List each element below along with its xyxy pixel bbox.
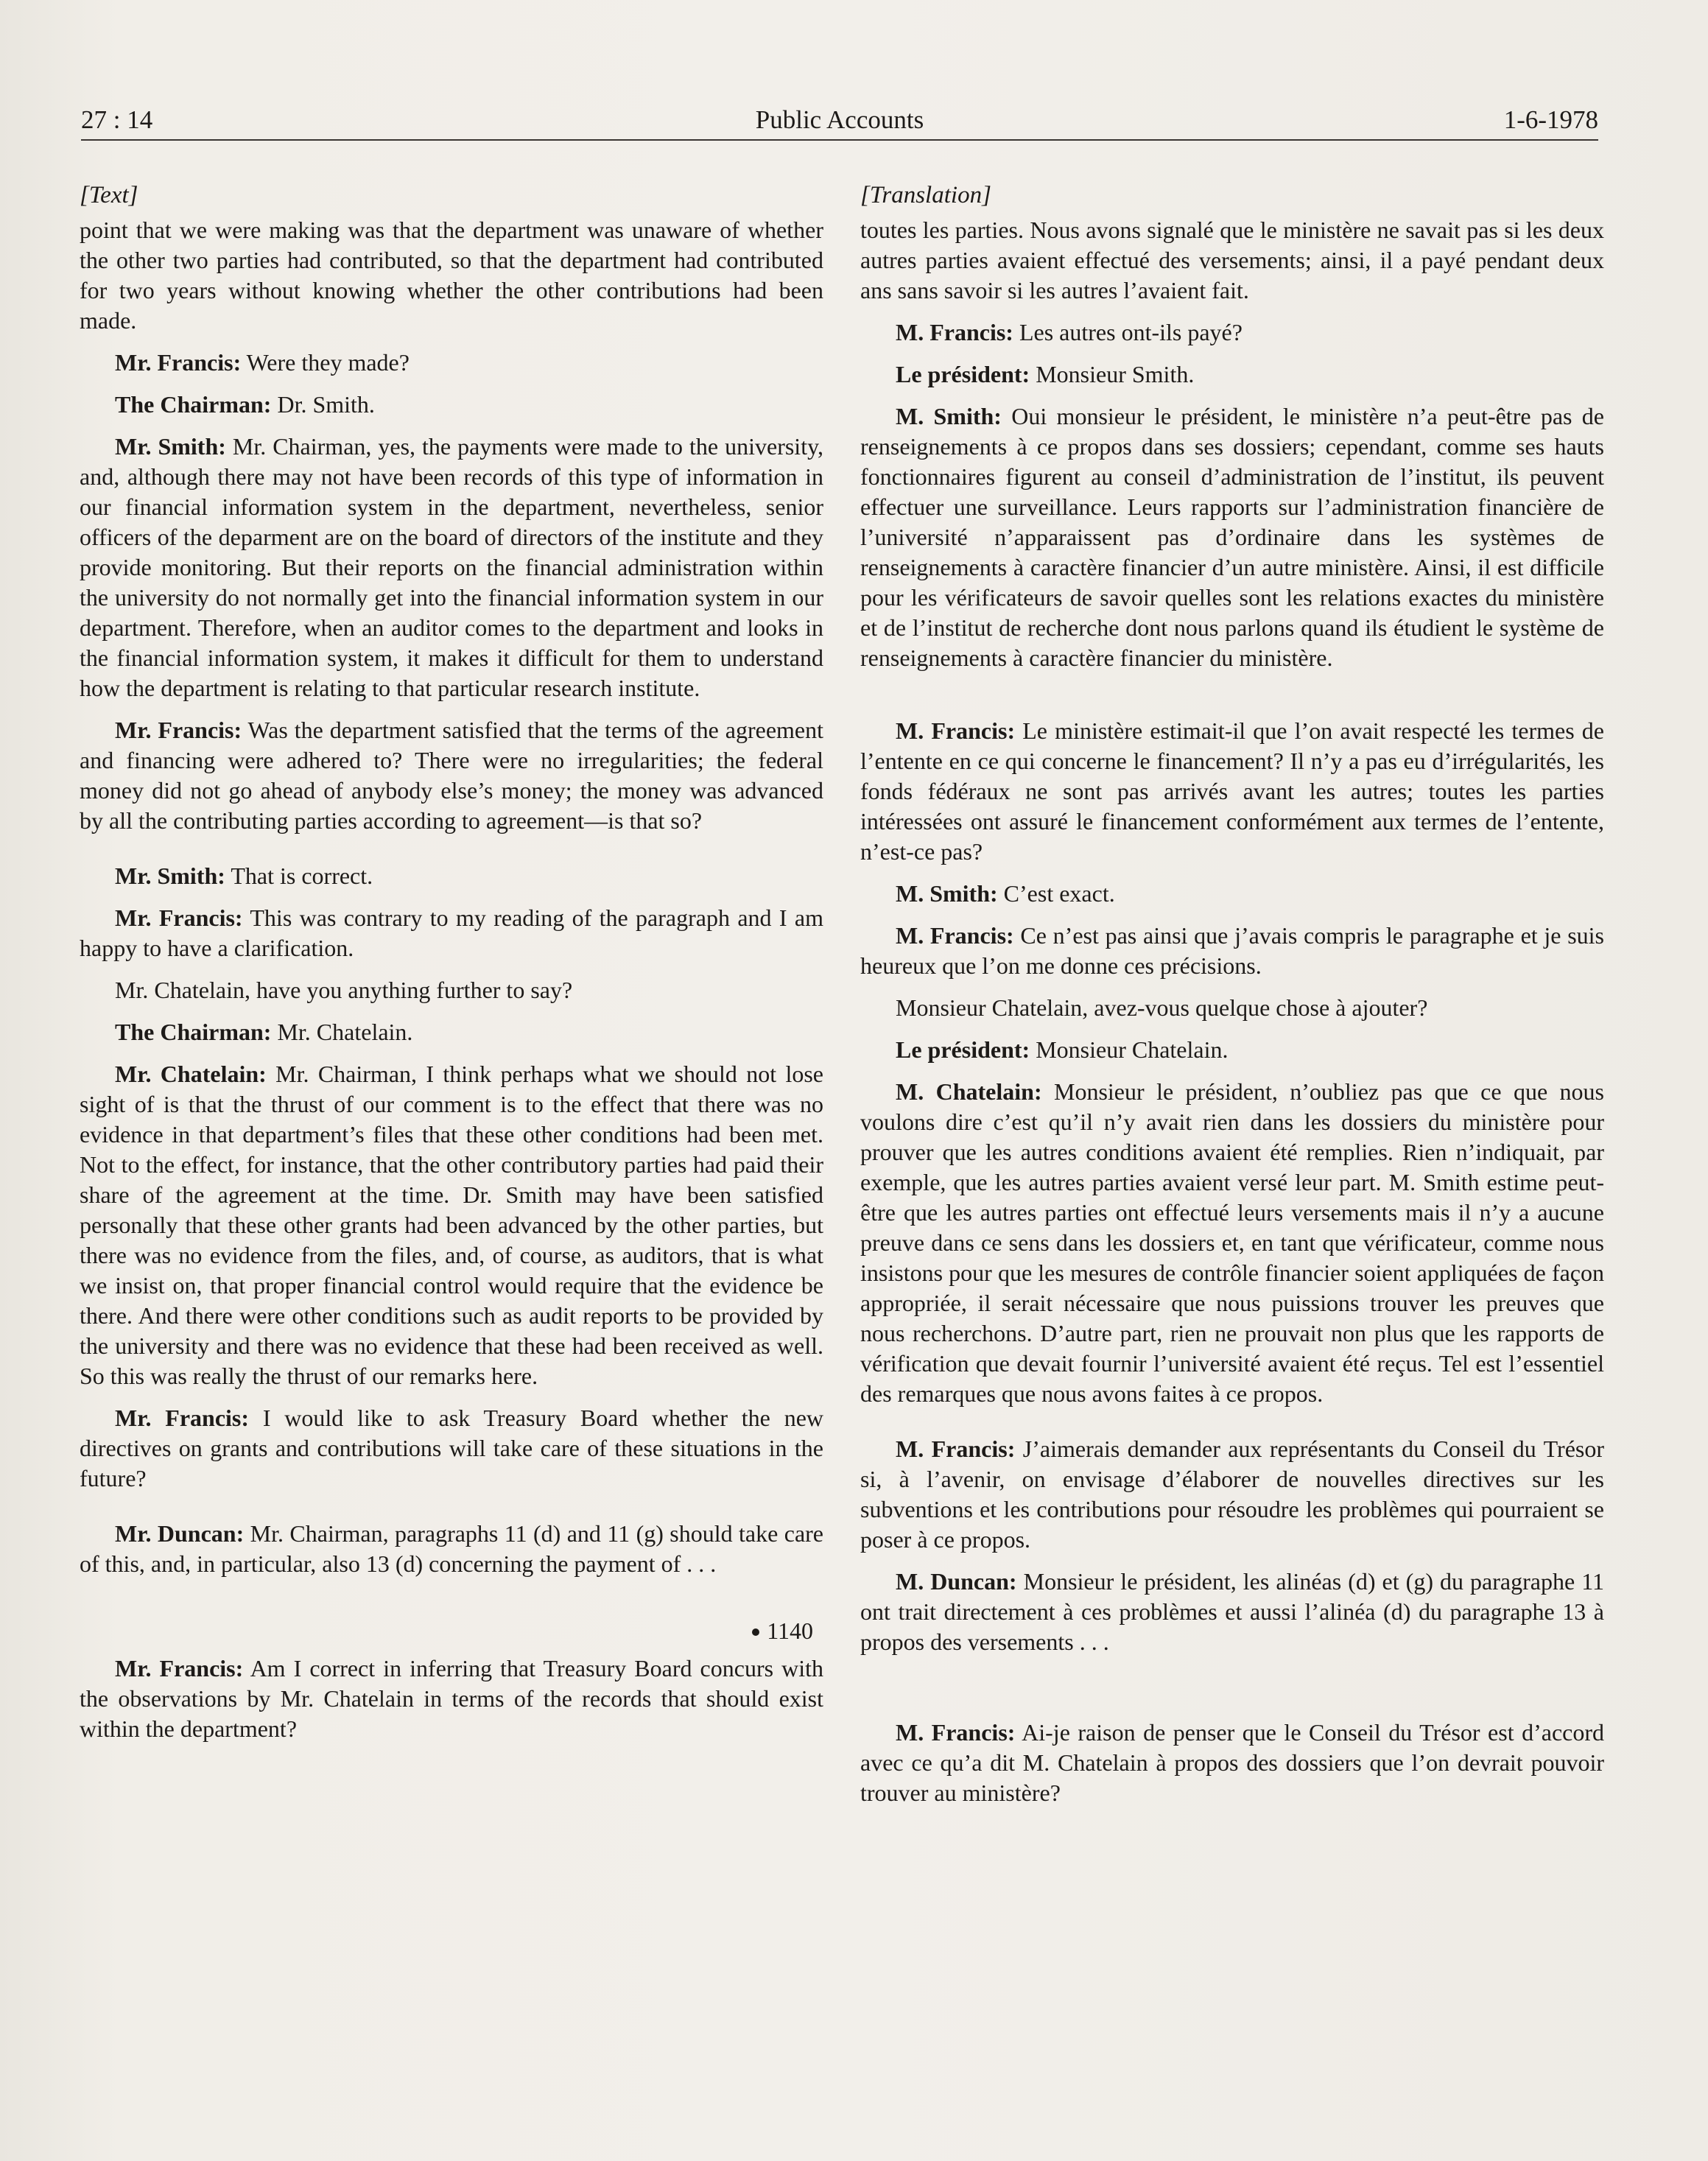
speech-smith-1 xyxy=(860,401,1604,673)
speech-chairman-1 xyxy=(80,390,823,420)
speech-smith-2 xyxy=(860,879,1604,909)
speech-chairman-2 xyxy=(860,1035,1604,1065)
speech-text: Am I correct in inferring that Treasury Board concurs with the observations by Mr. Chatelain in terms of the records that should exist within the department? xyxy=(80,1655,824,1742)
speaker-name: Mr. Duncan: xyxy=(115,1520,245,1547)
speech-text: Oui monsieur le président, le ministère n’a peut-être pas de renseignements à ce propos dans ses dossiers; cependant, comme ses hauts fonctionnaires figurent au conseil d’administration de l’institut, ils peuvent effectuer une surveillance. Leurs rapports sur l’administration financière de l’université n’apparaissent pas d’ordinaire dans les systèmes de renseignements à caractère financier d’un autre ministère. Ainsi, il est difficile pour les vérificateurs de savoir quelles sont les relations exactes du ministère et de l’institut de recherche dont nous parlons quand ils étudient le système de renseignements à caractère financier du ministère. xyxy=(860,403,1604,671)
speaker-name: M. Chatelain: xyxy=(896,1078,1042,1105)
speaker-name: M. Francis: xyxy=(896,717,1016,744)
speech-text: Was the department satisfied that the terms of the agreement and financing were adhered to? There were no irregularities; the federal money did not go ahead of anybody else’s money; the money was advanced by all the contributing parties according to agreement—is that so? xyxy=(80,717,824,834)
speech-duncan-1 xyxy=(80,1519,823,1579)
speaker-name: Mr. Smith: xyxy=(115,433,226,460)
intro-paragraph: toutes les parties. Nous avons signalé que le ministère ne savait pas si les deux autres parties avaient effectué des versements; ainsi, il a payé pendant deux ans sans savoir si les autres l’avaient fait. xyxy=(860,217,1604,303)
speech-text: J’aimerais demander aux représentants du Conseil du Trésor si, à l’avenir, on envisage d’élaborer de nouvelles directives sur les subventions et les contributions pour résoudre les problèmes qui pourraient se poser à ce propos. xyxy=(860,1436,1605,1553)
speaker-name: Le président: xyxy=(896,361,1030,387)
speech-text: Dr. Smith. xyxy=(271,391,375,418)
speaker-name: Mr. Francis: xyxy=(115,1405,250,1431)
speech-text: Monsieur le président, les alinéas (d) et (g) du paragraphe 11 ont trait directement à ces problèmes et aussi l’alinéa (d) du paragraphe 13 à propos des versements . . . xyxy=(860,1568,1605,1655)
bullet-icon xyxy=(752,1628,759,1636)
speech-smith-1 xyxy=(80,432,823,703)
text-label: [Text] xyxy=(80,182,138,208)
speech-francis-3 xyxy=(860,921,1604,981)
page-date: 1-6-1978 xyxy=(1503,105,1598,134)
speech-text: Mr. Chairman, I think perhaps what we should not lose sight of is that the thrust of our comment is to the effect that there was no evidence in that department’s files that these other conditions had been met. Not to the effect, for instance, that the other contributory parties had paid their share of the agreement at the time. Dr. Smith may have been satisfied personally that these other grants had been advanced by the other parties, but there was no evidence from the files, and, of course, as auditors, that is what we insist on, that proper financial control would require that the evidence be there. And there were other conditions such as audit reports to be provided by the university and there was no evidence that these had been received as well. So this was really the thrust of our remarks here. xyxy=(80,1061,824,1389)
speaker-name: M. Smith: xyxy=(896,403,1002,429)
speech-text: Mr. Chairman, yes, the payments were made to the university, and, although there may not have been records of this type of information in our financial information system in the department, nevertheless, senior officers of the deparment are on the board of directors of the institute and they provide monitoring. But their reports on the financial administration within the university do not normally get into the financial information system in our department. Therefore, when an auditor comes to the department and looks in the financial information system, it makes it difficult for them to understand how the department is relating to that particular research institute. xyxy=(80,433,824,701)
intro-paragraph: point that we were making was that the department was unaware of whether the other two parties had contributed, so that the department had contributed for two years without knowing whether the other contributions had been made. xyxy=(80,217,823,334)
speaker-name: M. Francis: xyxy=(896,1719,1016,1746)
speaker-name: M. Smith: xyxy=(896,880,998,907)
speech-text: Les autres ont-ils payé? xyxy=(1013,319,1243,345)
speech-text: Mr. Chairman, paragraphs 11 (d) and 11 (g) should take care of this, and, in particular, also 13 (d) concerning the payment of . . . xyxy=(80,1520,824,1577)
speaker-name: M. Francis: xyxy=(896,922,1014,949)
speech-francis-5 xyxy=(80,1403,823,1494)
speech-francis-5 xyxy=(860,1434,1604,1555)
speech-duncan-1 xyxy=(860,1567,1604,1657)
translation-label: [Translation] xyxy=(860,182,991,208)
speech-francis-4: Mr. Chatelain, have you anything further to say? xyxy=(115,977,573,1003)
speech-chairman-2 xyxy=(80,1017,823,1047)
speech-francis-6 xyxy=(860,1718,1604,1808)
speech-text: Monsieur Smith. xyxy=(1030,361,1195,387)
speech-text: Ai-je raison de penser que le Conseil du Trésor est d’accord avec ce qu’a dit M. Chatelain à propos des dossiers que l’on devrait pouvoir trouver au ministère? xyxy=(860,1719,1605,1806)
speech-text: This was contrary to my reading of the paragraph and I am happy to have a clarification. xyxy=(80,904,824,961)
publication-title: Public Accounts xyxy=(755,105,924,134)
page-number: 27 : 14 xyxy=(81,105,153,134)
speaker-name: Mr. Francis: xyxy=(115,904,243,931)
speech-text: C’est exact. xyxy=(997,880,1115,907)
speaker-name: Mr. Francis: xyxy=(115,349,242,376)
time-marker-text: 1140 xyxy=(767,1617,813,1644)
page-header xyxy=(81,105,1598,141)
english-column xyxy=(80,180,823,1744)
speech-chairman-1 xyxy=(860,359,1604,390)
speaker-name: Mr. Smith: xyxy=(115,862,225,889)
speaker-name: Mr. Francis: xyxy=(115,717,242,743)
speech-text: Monsieur le président, n’oubliez pas que ce que nous voulons dire c’est qu’il n’y avait rien dans les dossiers du ministère pour prouver que les autres conditions avaient été remplies. Rien n’indiquait, par exemple, que les autres parties avaient versé leur part. M. Smith estime peut-être que les autres parties ont effectué leurs versements mais il n’y a aucune preuve dans ce sens dans les dossiers et, en tant que vérificateur, comme nous insistons pour que les mesures de contrôle financier soient appliquées de façon appropriée, il serait nécessaire que nous puissions trouver les preuves que nous recherchons. D’autre part, rien ne prouvait non plus que les rapports de vérification que devait fournir l’université avaient été reçus. Tel est l’essentiel des remarques que nous avons faites à ce propos. xyxy=(860,1078,1605,1407)
speech-francis-1 xyxy=(860,317,1604,348)
speech-francis-3 xyxy=(80,903,823,963)
speech-francis-4: Monsieur Chatelain, avez-vous quelque chose à ajouter? xyxy=(896,994,1428,1021)
speech-chatelain-1 xyxy=(860,1077,1604,1409)
speaker-name: Mr. Chatelain: xyxy=(115,1061,267,1087)
speech-text: I would like to ask Treasury Board whether the new directives on grants and contributions will take care of these situations in the future? xyxy=(80,1405,824,1491)
speaker-name: The Chairman: xyxy=(115,391,272,418)
speaker-name: Mr. Francis: xyxy=(115,1655,244,1682)
speaker-name: M. Francis: xyxy=(896,1436,1016,1462)
speech-francis-2 xyxy=(80,715,823,836)
speaker-name: M. Francis: xyxy=(896,319,1013,345)
speech-francis-6 xyxy=(80,1654,823,1744)
speaker-name: M. Duncan: xyxy=(896,1568,1017,1595)
speech-smith-2 xyxy=(80,861,823,891)
time-marker xyxy=(80,1616,823,1646)
speaker-name: Le président: xyxy=(896,1036,1030,1063)
speech-text: Le ministère estimait-il que l’on avait respecté les termes de l’entente en ce qui concerne le financement? Il n’y a pas eu d’irrégularités, les fonds fédéraux ne sont pas arrivés avant les autres; toutes les parties intéressées ont assuré le financement conformément aux termes de l’entente, n’est-ce pas? xyxy=(860,717,1605,865)
speaker-name: The Chairman: xyxy=(115,1019,272,1045)
french-column xyxy=(860,180,1604,1808)
speech-francis-1 xyxy=(80,348,823,378)
speech-text: Ce n’est pas ainsi que j’avais compris le paragraphe et je suis heureux que l’on me donne ces précisions. xyxy=(860,922,1605,979)
speech-francis-2 xyxy=(860,716,1604,867)
speech-chatelain-1 xyxy=(80,1059,823,1391)
speech-text: Mr. Chatelain. xyxy=(271,1019,413,1045)
speech-text: That is correct. xyxy=(225,862,373,889)
speech-text: Monsieur Chatelain. xyxy=(1030,1036,1229,1063)
speech-text: Were they made? xyxy=(241,349,410,376)
